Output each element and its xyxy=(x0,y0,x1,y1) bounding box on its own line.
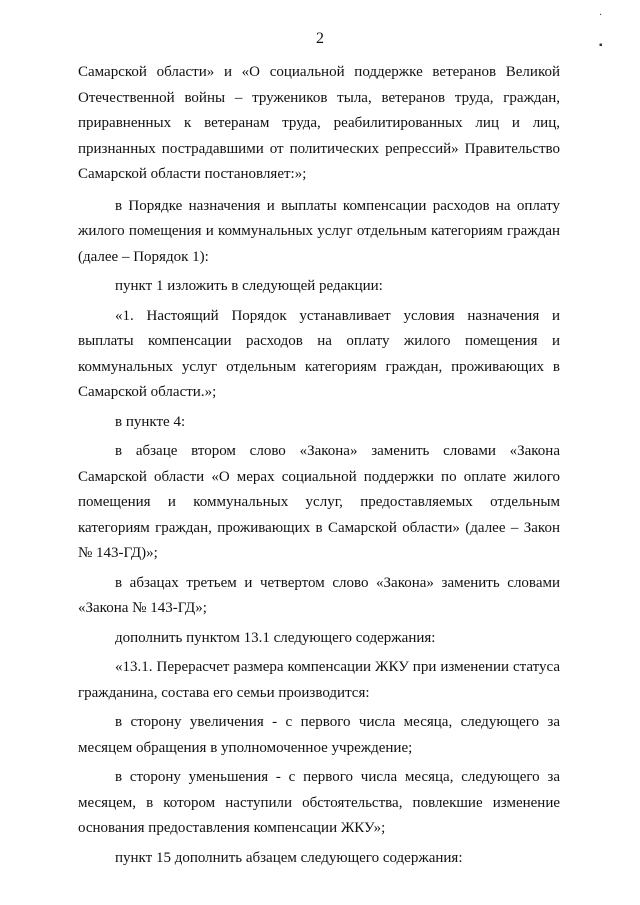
paragraph-2: в Порядке назначения и выплаты компенсации расходов на оплату жилого помещения и коммунальных услуг отдельным категориям граждан (далее – Порядок 1): xyxy=(78,197,560,265)
document-body xyxy=(78,60,560,871)
paragraph-6: в абзаце втором слово «Закона» заменить словами «Закона Самарской области «О мерах социальной поддержки по оплате жилого помещения и коммунальных услуг, предоставляемых отдельным категориям граждан, проживающих в Самарской области» (далее – Закон № 143-ГД)»; xyxy=(78,443,560,561)
paragraph-5: в пункте 4: xyxy=(115,413,186,430)
scan-mark-second: ▪ xyxy=(599,40,603,51)
paragraph-10: в сторону увеличения - с первого числа месяца, следующего за месяцем обращения в уполномоченное учреждение; xyxy=(78,714,560,756)
paragraph-7: в абзацах третьем и четвертом слово «Закона» заменить словами «Закона № 143-ГД»; xyxy=(78,574,560,616)
paragraph-3: пункт 1 изложить в следующей редакции: xyxy=(115,278,383,294)
paragraph-11: в сторону уменьшения - с первого числа месяца, следующего за месяцем, в котором наступили обстоятельства, повлекшие изменение основания предоставления компенсации ЖКУ»; xyxy=(78,769,560,836)
paragraph-4: «1. Настоящий Порядок устанавливает условия назначения и выплаты компенсации расходов на оплату жилого помещения и коммунальных услуг отдельным категориям граждан, проживающих в Самарской области.»; xyxy=(78,307,560,400)
paragraph-12: пункт 15 дополнить абзацем следующего содержания: xyxy=(115,849,463,866)
paragraph-8: дополнить пунктом 13.1 следующего содержания: xyxy=(115,629,436,646)
scan-mark-top: · xyxy=(599,10,603,21)
paragraph-9: «13.1. Перерасчет размера компенсации ЖКУ при изменении статуса гражданина, состава его семьи производится: xyxy=(78,659,560,701)
page-number: 2 xyxy=(316,30,324,47)
paragraph-1: Самарской области» и «О социальной поддержке ветеранов Великой Отечественной войны – тружеников тыла, ветеранов труда, граждан, приравненных к ветеранам труда, реабилитированных лиц и лиц, признанных пострадавшими от политических репрессий» Правительство Самарской области постановляет:»; xyxy=(78,64,560,182)
